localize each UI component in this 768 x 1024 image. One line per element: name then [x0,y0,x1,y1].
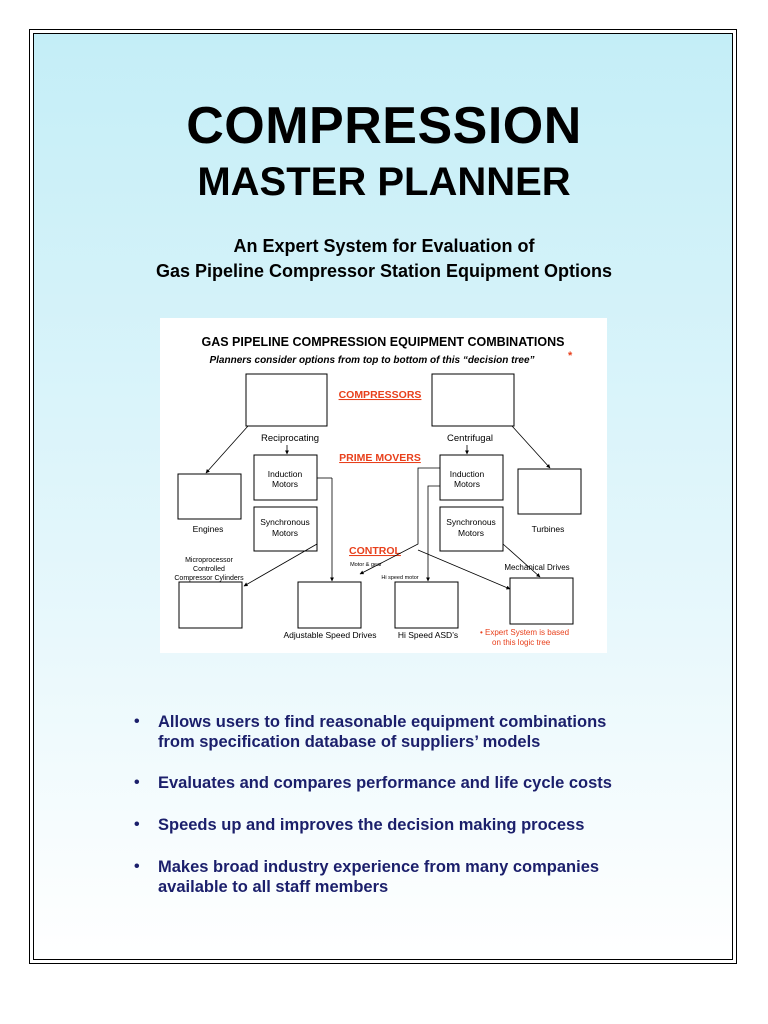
bullet-dot-icon: • [134,713,140,730]
label-reciprocating: Reciprocating [260,433,320,444]
section-control: CONTROL [349,545,401,557]
section-prime-movers: PRIME MOVERS [339,452,421,464]
bullet-dot-icon: • [134,816,140,833]
engines-box [178,474,241,519]
label-micro-2: Controlled [193,566,225,573]
label-hi-speed-asds: Hi Speed ASD’s [397,630,459,640]
microprocessor-cylinders-box [179,582,242,628]
bullet-4-line1: Makes broad industry experience from many companies [158,858,600,876]
bullet-dot-icon: • [134,858,140,875]
mechanical-drives-box [510,578,573,624]
bullet-item [134,857,694,897]
note-line1: • Expert System is based [480,628,570,637]
feature-bullet-list [134,712,694,897]
label-induction-left-2: Motors [272,479,298,489]
bullet-4-line2: available to all staff members [158,878,389,896]
note-line2: on this logic tree [492,638,551,647]
connector-induction-right-hispeed [428,486,440,581]
label-engines: Engines [192,524,224,534]
decision-tree-diagram [160,318,607,653]
bullet-3-line1: Speeds up and improves the decision making process [158,816,585,834]
connector-centrifugal-turbines [512,426,550,468]
page-title-line1: COMPRESSION [186,97,582,155]
label-mechanical-drives: Mechanical Drives [504,563,570,572]
label-synchronous-left-1: Synchronous [260,517,310,527]
page-title-line2: MASTER PLANNER [197,160,571,204]
turbines-box [518,469,581,514]
diagram-title: GAS PIPELINE COMPRESSION EQUIPMENT COMBINATIONS [201,335,565,349]
page-subtitle-line2: Gas Pipeline Compressor Station Equipment Options [155,261,613,281]
label-induction-right-1: Induction [449,469,485,479]
label-induction-left-1: Induction [267,469,303,479]
bullet-1-line2: from specification database of suppliers’ models [158,733,541,751]
label-synchronous-left-2: Motors [272,528,298,538]
connector-sync-mechanical [503,544,540,577]
bullet-item [134,712,694,752]
section-compressors: COMPRESSORS [338,389,422,401]
adjustable-speed-drives-box [298,582,361,628]
bullet-dot-icon: • [134,774,140,791]
diagram-subtitle-star: * [568,350,573,362]
centrifugal-box [432,374,514,426]
reciprocating-box [246,374,327,426]
bullet-2-line1: Evaluates and compares performance and life cycle costs [158,774,612,792]
label-turbines: Turbines [531,524,565,534]
label-micro-3: Compressor Cylinders [174,575,244,582]
bullet-item [134,815,694,835]
label-adjustable-speed-drives: Adjustable Speed Drives [283,630,377,640]
label-centrifugal: Centrifugal [447,433,493,444]
bullet-item [134,773,694,793]
decision-tree-svg [160,318,607,653]
label-synchronous-right-1: Synchronous [446,517,496,527]
connector-recip-engines [206,426,248,473]
bullet-1-line1: Allows users to find reasonable equipment combinations [158,713,607,731]
label-motor-gear: Motor & gear [350,562,382,568]
diagram-subtitle: Planners consider options from top to bottom of this “decision tree” [209,355,535,366]
label-micro-1: Microprocessor [185,557,233,564]
label-induction-right-2: Motors [454,479,480,489]
label-synchronous-right-2: Motors [458,528,484,538]
hi-speed-asds-box [395,582,458,628]
page-subtitle-line1: An Expert System for Evaluation of [233,236,535,256]
label-hi-speed-motor: Hi speed motor [381,575,419,581]
